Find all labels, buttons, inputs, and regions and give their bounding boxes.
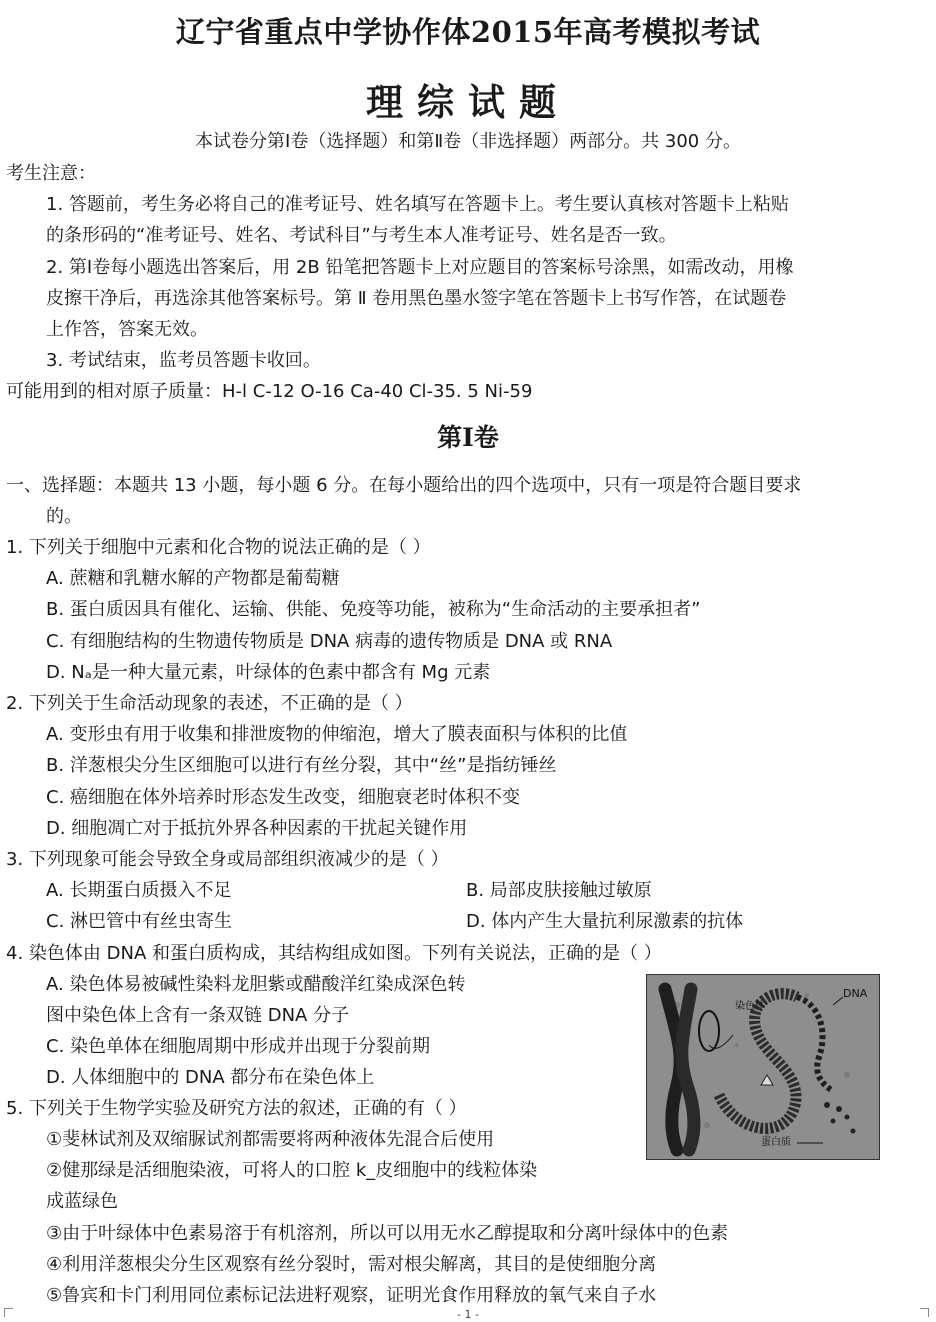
question-3-option-d: D. 体内产生大量抗利尿激素的抗体	[466, 911, 744, 932]
question-2-option-c: C. 癌细胞在体外培养时形态发生改变，细胞衰老时体积不变	[46, 787, 521, 808]
page-corner-mark-left	[4, 1308, 13, 1317]
section-instruction-cont: 的。	[46, 506, 82, 527]
notice-line-3: 2. 第Ⅰ卷每小题选出答案后，用 2B 铅笔把答题卡上对应题目的答案标号涂黑，如需改动，用橡	[46, 257, 794, 278]
question-3-option-a: A. 长期蛋白质摄入不足	[46, 880, 232, 901]
question-2-option-d: D. 细胞凋亡对于抵抗外界各种因素的干扰起关键作用	[46, 818, 468, 839]
question-5-item-5: ⑤鲁宾和卡门利用同位素标记法进籽观察，证明光食作用释放的氧气来自子水	[46, 1285, 657, 1306]
question-5-item-4: ④利用洋葱根尖分生区观察有丝分裂时，需对根尖解离，其目的是使细胞分离	[46, 1254, 657, 1275]
question-1-stem: 1. 下列关于细胞中元素和化合物的说法正确的是（ ）	[6, 537, 431, 558]
question-3-stem: 3. 下列现象可能会导致全身或局部组织液减少的是（ ）	[6, 849, 449, 870]
notice-line-2: 的条形码的“准考证号、姓名、考试科目”与考生本人准考证号、姓名是否一致。	[46, 225, 677, 246]
figure-label-chromosome: 染色体	[735, 1001, 765, 1012]
question-1-option-a: A. 蔗糖和乳糖水解的产物都是葡萄糖	[46, 568, 340, 589]
question-4-option-c: C. 染色单体在细胞周期中形成并出现于分裂前期	[46, 1036, 431, 1057]
notice-line-1: 1. 答题前，考生务必将自己的准考证号、姓名填写在答题卡上。考生要认真核对答题卡上粘贴	[46, 194, 789, 215]
figure-label-protein: 蛋白质	[761, 1137, 791, 1148]
question-1-option-d: D. Nₐ是一种大量元素，叶绿体的色素中都含有 Mg 元素	[46, 662, 491, 683]
question-1-option-b: B. 蛋白质因具有催化、运输、供能、免疫等功能，被称为“生命活动的主要承担者”	[46, 599, 701, 620]
chromosome-figure	[646, 974, 880, 1160]
question-5-item-3: ③由于叶绿体中色素易溶于有机溶剂，所以可以用无水乙醇提取和分离叶绿体中的色素	[46, 1223, 729, 1244]
section-title: 第Ⅰ卷	[437, 423, 499, 452]
exam-intro: 本试卷分第Ⅰ卷（选择题）和第Ⅱ卷（非选择题）两部分。共 300 分。	[195, 131, 741, 152]
question-4-option-a: A. 染色体易被碱性染料龙胆紫或醋酸洋红染成深色转	[46, 974, 466, 995]
question-4-option-d: D. 人体细胞中的 DNA 都分布在染色体上	[46, 1067, 375, 1088]
notice-heading: 考生注意：	[6, 163, 96, 184]
notice-line-4: 皮擦干净后，再选涂其他答案标号。第 Ⅱ 卷用黑色墨水签字笔在答题卡上书写作答，在试题卷	[46, 288, 787, 309]
question-1-option-c: C. 有细胞结构的生物遗传物质是 DNA 病毒的遗传物质是 DNA 或 RNA	[46, 631, 613, 652]
question-5-item-2-cont: 成蓝绿色	[46, 1191, 118, 1212]
question-5-item-1: ①斐林试剂及双缩脲试剂都需要将两种液体先混合后使用	[46, 1129, 495, 1150]
subject-title: 理综试题	[366, 80, 570, 124]
question-3-option-b: B. 局部皮肤接触过敏原	[466, 880, 652, 901]
chromosome-figure-drawing	[647, 975, 879, 1159]
section-instruction: 一、选择题：本题共 13 小题，每小题 6 分。在每小题给出的四个选项中，只有一项是符合题目要求	[6, 475, 802, 496]
figure-label-dna: DNA	[843, 987, 868, 1000]
exam-title: 辽宁省重点中学协作体2015年高考模拟考试	[175, 15, 761, 49]
page-number: - 1 -	[457, 1308, 479, 1321]
atomic-masses: 可能用到的相对原子质量：H-l C-12 O-16 Ca-40 Cl-35. 5 Ni-59	[6, 381, 533, 402]
question-2-stem: 2. 下列关于生命活动现象的表述，不正确的是（ ）	[6, 693, 413, 714]
question-3-option-c: C. 淋巴管中有丝虫寄生	[46, 911, 233, 932]
question-5-item-2: ②健那绿是活细胞染液，可将人的口腔 k_皮细胞中的线粒体染	[46, 1160, 538, 1181]
question-2-option-a: A. 变形虫有用于收集和排泄废物的伸缩泡，增大了膜表面积与体积的比值	[46, 724, 628, 745]
question-4-stem: 4. 染色体由 DNA 和蛋白质构成，其结构组成如图。下列有关说法，正确的是（ ）	[6, 943, 662, 964]
question-4-option-b: 图中染色体上含有一条双链 DNA 分子	[46, 1005, 350, 1026]
question-5-stem: 5. 下列关于生物学实验及研究方法的叙述，正确的有（ ）	[6, 1098, 467, 1119]
question-2-option-b: B. 洋葱根尖分生区细胞可以进行有丝分裂，其中“丝”是指纺锤丝	[46, 755, 557, 776]
notice-line-6: 3. 考试结束，监考员答题卡收回。	[46, 350, 321, 371]
page-corner-mark-right	[920, 1308, 929, 1317]
notice-line-5: 上作答，答案无效。	[46, 319, 208, 340]
